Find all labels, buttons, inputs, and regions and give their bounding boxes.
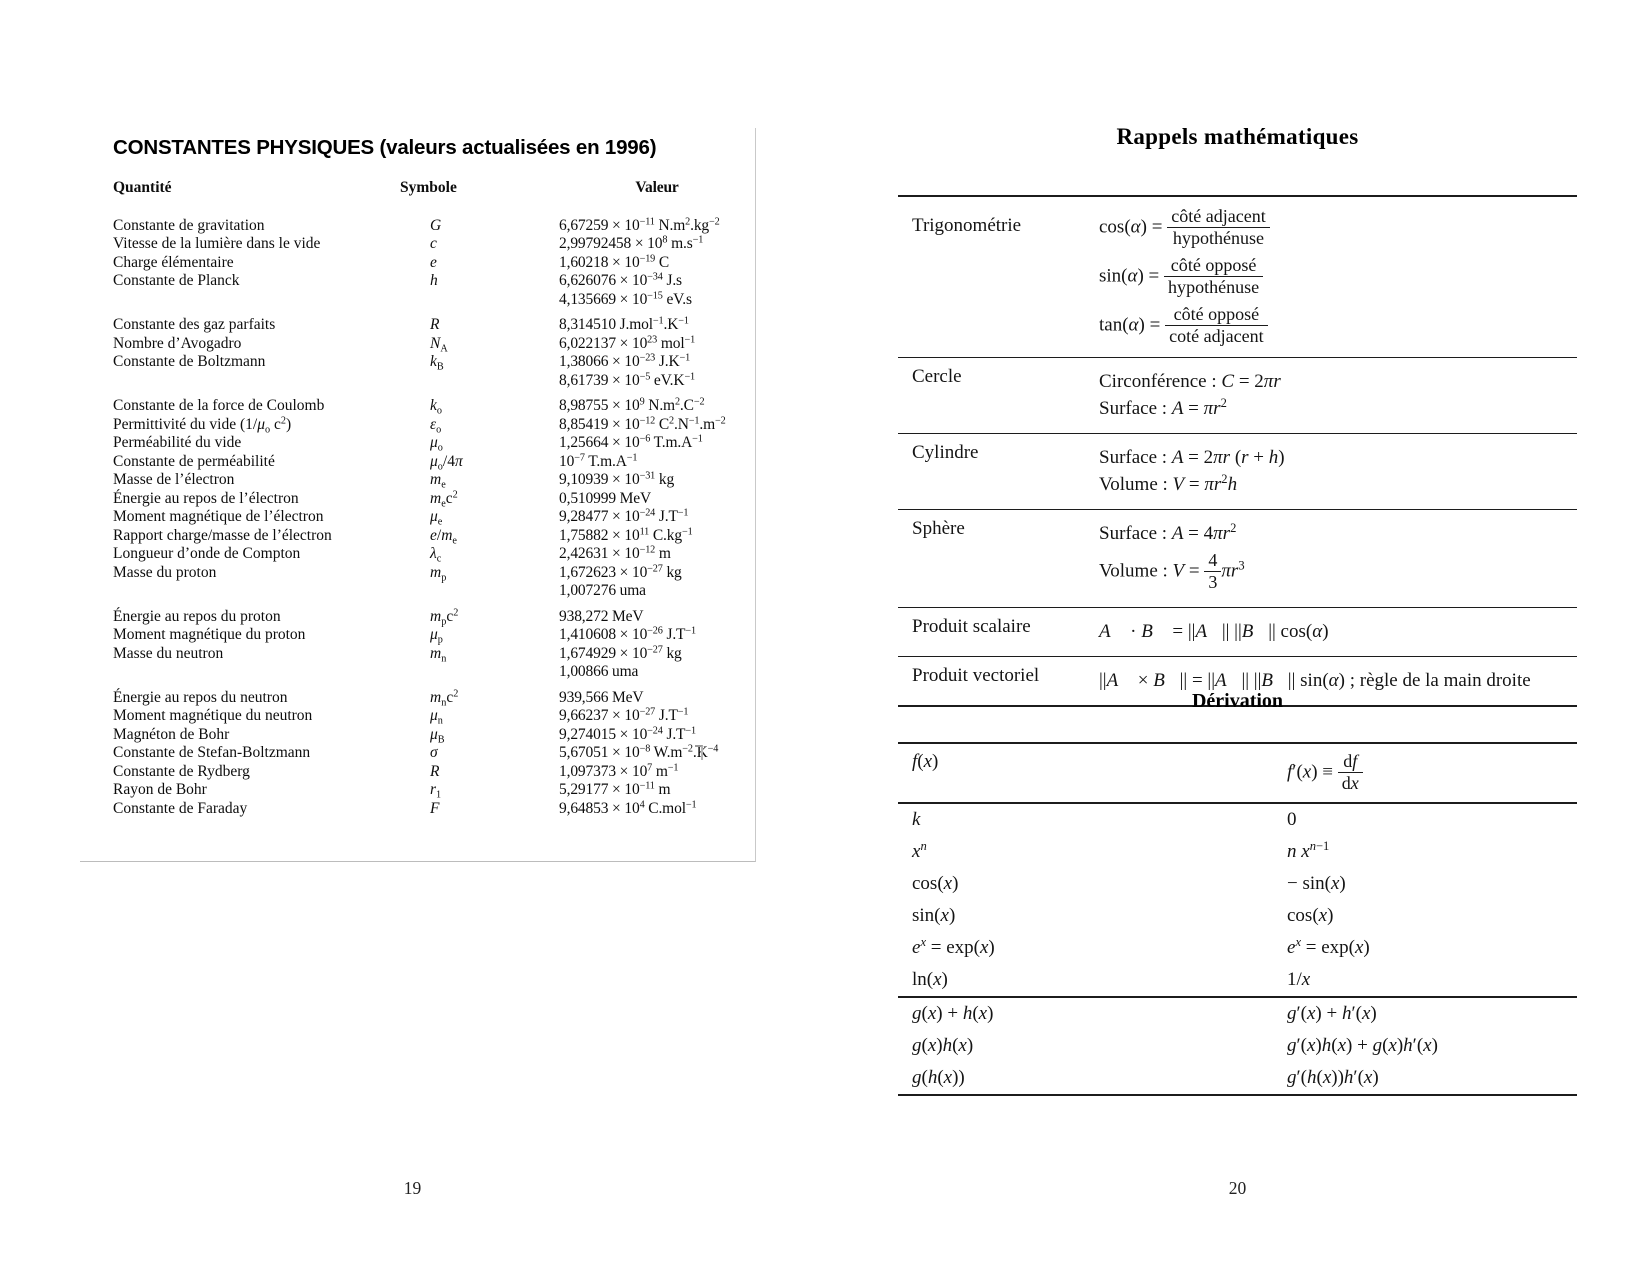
constants-row <box>113 689 755 708</box>
formula-label: Produit scalaire <box>912 615 1031 637</box>
derivation-table <box>898 742 1577 1096</box>
constant-name: Moment magnétique du neutron <box>113 707 313 724</box>
constant-symbol: F <box>430 799 440 817</box>
constant-symbol: $\mu_n$ <box>430 707 443 727</box>
constant-name: Constante des gaz parfaits <box>113 316 276 333</box>
derivation-row <box>898 1030 1577 1062</box>
derivation-fx: k <box>912 808 921 830</box>
constant-symbol: $\mu_e$ <box>430 508 443 528</box>
derivation-fx: sin(x) <box>912 904 956 926</box>
constants-row <box>113 582 755 601</box>
constant-symbol: $r_1$ <box>430 781 442 801</box>
constant-value: $1,38066 \times 10^{-23}$ $J.K^{-1}$ <box>559 352 691 370</box>
constant-name <box>113 663 400 682</box>
constant-name: Charge élémentaire <box>113 253 234 271</box>
constant-symbol: $\mu_o$ <box>430 434 443 454</box>
constants-row <box>113 626 755 645</box>
constant-value: 938,272 MeV <box>559 607 644 625</box>
constant-value: 1,007276 uma <box>559 582 646 599</box>
derivation-title: Dérivation <box>1191 690 1284 712</box>
derivation-header-fx: f(x) <box>912 751 939 772</box>
constant-name: Constante de Rydberg <box>113 762 250 780</box>
constants-row <box>113 608 755 627</box>
derivation-fx: g(x)h(x) <box>912 1034 974 1056</box>
formula-row <box>898 197 1577 357</box>
constant-symbol: R <box>430 316 440 333</box>
constant-symbol: $\mu_o/4\pi$ <box>430 452 463 473</box>
constants-row <box>113 744 755 763</box>
constant-value: $6,67259 \times 10^{-11}$ $N.m^2.kg^{-2}$ <box>559 215 720 234</box>
constant-name <box>113 582 400 601</box>
column-header-symbole: Symbole <box>400 179 457 196</box>
derivation-fpx: − sin(x) <box>1287 872 1346 894</box>
derivation-fpx: 0 <box>1287 808 1297 830</box>
constants-row <box>113 254 755 273</box>
derivation-fx: $e^x = \exp(x)$ <box>912 935 995 958</box>
constants-row <box>113 453 755 472</box>
formula-row <box>898 357 1577 433</box>
formula-content: Surface : $A = 4\pi r^2$ Volume : V = $\frac{4}{3}$ $\pi r^3$ <box>1099 521 1245 593</box>
constants-row <box>113 545 755 564</box>
column-header-valeur: Valeur <box>635 179 679 196</box>
constant-name: Permittivité du vide ($1/\mu_o$ $c^2$) <box>113 414 292 436</box>
constant-name: Masse du proton <box>113 563 217 581</box>
derivation-fx: g(x) + h(x) <box>912 1002 994 1024</box>
formula-content: A⃗ · B⃗ = ||A⃗|| ||B⃗|| cos(α) <box>1099 620 1329 642</box>
derivation-row <box>898 836 1577 868</box>
constant-value: $9,64853 \times 10^4$ C.mol$^{-1}$ <box>559 798 697 817</box>
constant-symbol <box>400 372 559 391</box>
constant-value: 8,314510 $J.mol^{-1}.K^{-1}$ <box>559 315 689 333</box>
derivation-fx: ln(x) <box>912 968 948 990</box>
constant-value: $9,10939 \times 10^{-31}$ kg <box>559 470 675 488</box>
page-20 <box>825 0 1650 1275</box>
constant-symbol: $\mu_p$ <box>430 626 443 646</box>
constants-table <box>113 217 755 819</box>
page-number-right: 20 <box>1228 1178 1247 1198</box>
derivation-row <box>898 868 1577 900</box>
constants-row <box>113 490 755 509</box>
formula-row <box>898 509 1577 607</box>
formula-row <box>898 433 1577 509</box>
constants-row <box>113 434 755 453</box>
derivation-fpx: g′(h(x))h′(x) <box>1287 1066 1379 1088</box>
constant-name: Énergie au repos du proton <box>113 607 281 625</box>
constant-value: $2,99792458 \times 10^8$ $m.s^{-1}$ <box>559 234 704 252</box>
formula-content: cos(α) = $\frac{\text{côté adjacent}}{\text{hypothénuse}}$ sin(α) = $\frac{\text{côté opposé}}{\text{hypothénuse}}$ tan(α) = $\frac{\text{côté opposé}}{\text{coté adjacent}}$ <box>1099 201 1577 353</box>
constant-symbol: $k_B$ <box>430 353 444 373</box>
constant-symbol <box>400 291 559 310</box>
constant-name: Énergie au repos du neutron <box>113 688 288 706</box>
derivation-fx: $x^n$ <box>912 839 927 862</box>
constants-row <box>113 217 755 236</box>
derivation-row <box>898 804 1577 836</box>
constants-row <box>113 564 755 583</box>
constant-symbol: h <box>430 272 438 289</box>
constant-symbol: $k_o$ <box>430 397 442 417</box>
constant-value: $1,097373 \times 10^7$ $m^{-1}$ <box>559 761 679 780</box>
constant-name <box>113 291 400 310</box>
derivation-header-row <box>898 744 1577 804</box>
constants-row <box>113 397 755 416</box>
constant-symbol <box>400 582 559 601</box>
constant-symbol: G <box>430 216 442 234</box>
math-reminders-title: Rappels mathématiques <box>1116 124 1359 149</box>
constant-symbol: σ <box>430 744 438 761</box>
constant-symbol: $m_n$ <box>430 644 447 665</box>
constant-value: $8,85419 \times 10^{-12}$ $C^2.N^{-1}.m^{-2}$ <box>559 414 726 433</box>
constant-name: Nombre d’Avogadro <box>113 334 242 352</box>
constant-symbol: e <box>430 253 437 271</box>
derivation-fx: g(h(x)) <box>912 1066 965 1088</box>
page-number-left: 19 <box>403 1178 422 1198</box>
constant-value: $6,626076 \times 10^{-34}$ J.s <box>559 271 682 289</box>
constants-row <box>113 291 755 310</box>
constants-row <box>113 726 755 745</box>
derivation-row <box>898 932 1577 964</box>
constants-title: CONSTANTES PHYSIQUES (valeurs actualisées en 1996) <box>113 136 657 159</box>
constant-value: $1,60218 \times 10^{-19}$ C <box>559 252 670 271</box>
constant-value: 0,510999 MeV <box>559 489 652 507</box>
constants-row <box>113 508 755 527</box>
constant-symbol: c <box>430 235 437 252</box>
formula-content: Circonférence : C = 2πr Surface : $A = \pi r^2$ <box>1099 370 1281 419</box>
constant-value: $10^{-7}$ $T.m.A^{-1}$ <box>559 451 638 470</box>
constant-symbol: $N_A$ <box>430 334 448 355</box>
derivation-fx: cos(x) <box>912 872 959 894</box>
constant-symbol: $m_e$ <box>430 471 446 491</box>
constants-row <box>113 763 755 782</box>
scan-artifact <box>695 745 703 760</box>
constant-value: $5,29177 \times 10^{-11}$ m <box>559 780 671 798</box>
constants-row <box>113 235 755 254</box>
constants-row <box>113 416 755 435</box>
constant-symbol: R <box>430 762 440 780</box>
constant-name: Constante de Stefan-Boltzmann <box>113 744 311 761</box>
constant-name: Moment magnétique de l’électron <box>113 508 324 525</box>
constant-value: $1,674929 \times 10^{-27}$ kg <box>559 643 682 662</box>
derivation-fpx: g′(x) + h′(x) <box>1287 1002 1377 1024</box>
derivation-row <box>898 900 1577 932</box>
formula-label: Cylindre <box>912 441 979 463</box>
constant-name: Constante de la force de Coulomb <box>113 397 325 414</box>
constants-row <box>113 335 755 354</box>
formula-table <box>898 195 1577 707</box>
constant-symbol: $\lambda_c$ <box>430 545 442 565</box>
constant-symbol: $\mu_B$ <box>430 725 445 746</box>
constants-row <box>113 707 755 726</box>
constant-value: $9,66237 \times 10^{-27}$ $J.T^{-1}$ <box>559 706 689 724</box>
constant-symbol: $m_ec^2$ <box>430 488 458 510</box>
constants-table-scan <box>80 128 756 862</box>
constant-name: Constante de Planck <box>113 272 240 289</box>
constants-row <box>113 527 755 546</box>
constants-row <box>113 471 755 490</box>
constant-name: Masse de l’électron <box>113 471 235 488</box>
derivation-row <box>898 996 1577 1030</box>
constant-value: $1,25664 \times 10^{-6}$ $T.m.A^{-1}$ <box>559 433 703 451</box>
constants-row <box>113 372 755 391</box>
formula-row <box>898 607 1577 656</box>
derivation-fpx: cos(x) <box>1287 904 1334 926</box>
constants-row <box>113 272 755 291</box>
constant-symbol: $e/m_e$ <box>430 526 457 547</box>
derivation-rows <box>898 804 1577 1094</box>
constants-row <box>113 800 755 819</box>
constant-symbol: $m_pc^2$ <box>430 606 459 628</box>
derivation-fpx: g′(x)h(x) + g(x)h′(x) <box>1287 1034 1438 1056</box>
constant-value: $1,75882 \times 10^{11}$ $C.kg^{-1}$ <box>559 525 693 544</box>
constant-value: $8,98755 \times 10^9$ $N.m^2.C^{-2}$ <box>559 396 705 414</box>
constant-name: Constante de gravitation <box>113 216 265 234</box>
derivation-fpx: n $x^{n-1}$ <box>1287 839 1330 862</box>
formula-label: Produit vectoriel <box>912 664 1040 686</box>
constant-value: $2,42631 \times 10^{-12}$ m <box>559 544 671 562</box>
constant-value: 1,00866 uma <box>559 663 639 680</box>
constants-row <box>113 663 755 682</box>
constant-name <box>113 372 400 391</box>
constant-name: Perméabilité du vide <box>113 434 242 451</box>
constant-symbol: $m_nc^2$ <box>430 687 459 709</box>
constant-value: $1,672623 \times 10^{-27}$ kg <box>559 562 682 581</box>
derivation-row <box>898 964 1577 996</box>
constant-name: Magnéton de Bohr <box>113 725 230 743</box>
constant-name: Rapport charge/masse de l’électron <box>113 526 332 544</box>
constant-value: $5,67051 \times 10^{-8}$ $W.m^{-2}.K^{-4}$ <box>559 743 719 761</box>
constant-value: $1,410608 \times 10^{-26}$ $J.T^{-1}$ <box>559 625 696 643</box>
constant-name: Longueur d’onde de Compton <box>113 545 301 562</box>
constants-row <box>113 353 755 372</box>
constants-row <box>113 781 755 800</box>
constant-value: $6,022137 \times 10^{23}$ mol$^{-1}$ <box>559 333 696 352</box>
formula-label: Cercle <box>912 365 962 387</box>
constant-symbol <box>400 663 559 682</box>
constant-name: Vitesse de la lumière dans le vide <box>113 235 321 252</box>
derivation-fpx: $e^x = \exp(x)$ <box>1287 935 1370 958</box>
constants-header-row <box>113 179 755 198</box>
formula-label: Trigonométrie <box>912 215 1022 236</box>
constant-value: $4,135669 \times 10^{-15}$ eV.s <box>559 289 692 308</box>
constant-symbol: $m_p$ <box>430 563 447 584</box>
derivation-row <box>898 1062 1577 1094</box>
constant-name: Moment magnétique du proton <box>113 626 306 643</box>
constant-name: Masse du neutron <box>113 644 224 662</box>
constant-value: 939,566 MeV <box>559 688 644 706</box>
formula-label: Sphère <box>912 517 965 539</box>
column-header-quantite: Quantité <box>113 179 172 196</box>
constant-name: Constante de Boltzmann <box>113 353 266 370</box>
constant-name: Constante de Faraday <box>113 799 248 817</box>
constant-symbol: $\varepsilon_o$ <box>430 415 442 436</box>
derivation-header-fpx: f′(x) ≡ $\frac{df}{dx}$ <box>1287 751 1577 795</box>
derivation-fpx: 1/x <box>1287 968 1311 990</box>
constant-value: $8,61739 \times 10^{-5}$ $eV.K^{-1}$ <box>559 370 696 389</box>
constant-name: Rayon de Bohr <box>113 781 207 798</box>
constant-name: Énergie au repos de l’électron <box>113 489 299 507</box>
constants-row <box>113 316 755 335</box>
constant-name: Constante de perméabilité <box>113 452 275 470</box>
constant-value: $9,274015 \times 10^{-24}$ $J.T^{-1}$ <box>559 724 696 743</box>
constants-row <box>113 645 755 664</box>
constant-value: $9,28477 \times 10^{-24}$ $J.T^{-1}$ <box>559 507 689 525</box>
formula-content: ||A⃗ × B⃗|| = ||A⃗|| ||B⃗|| sin(α) ; règle de la main droite <box>1099 669 1531 691</box>
formula-content: Surface : A = 2πr (r + h) Volume : $V = \pi r^2h$ <box>1099 446 1285 495</box>
